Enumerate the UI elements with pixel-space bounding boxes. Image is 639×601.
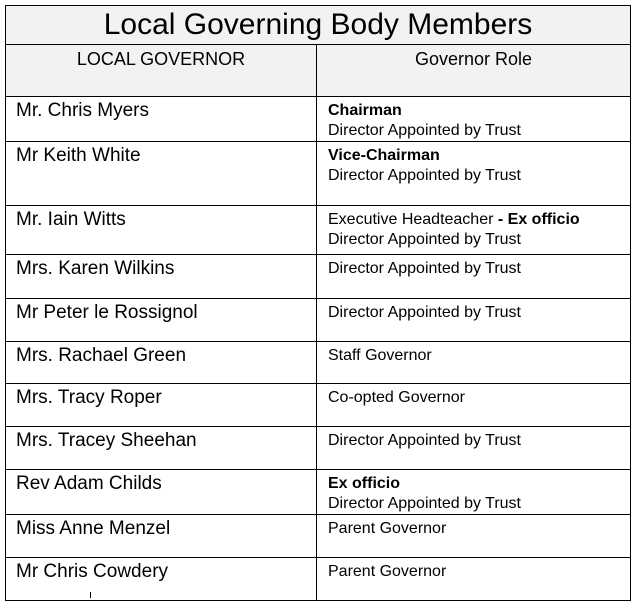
table-row <box>6 299 631 342</box>
governor-name: Mr Peter le Rossignol <box>6 299 317 342</box>
role-line: Director Appointed by Trust <box>328 304 521 321</box>
governor-name: Mrs. Karen Wilkins <box>6 255 317 299</box>
title-row <box>6 6 631 45</box>
role-title-line <box>328 210 630 230</box>
role-line: Parent Governor <box>328 563 447 580</box>
governor-role <box>317 384 631 427</box>
role-title-bold: Ex officio <box>328 475 401 492</box>
governor-role <box>317 342 631 384</box>
governor-name: Mr Keith White <box>6 142 317 206</box>
role-title-suffix: - Ex officio <box>493 211 580 228</box>
governor-role <box>317 470 631 515</box>
table-row <box>6 470 631 515</box>
role-line: Director Appointed by Trust <box>328 231 521 248</box>
table-title: Local Governing Body Members <box>6 6 631 45</box>
role-title-bold: Vice-Chairman <box>328 147 440 164</box>
governor-name: Miss Anne Menzel <box>6 515 317 558</box>
governor-name: Mrs. Tracey Sheehan <box>6 427 317 470</box>
role-line: Director Appointed by Trust <box>328 167 521 184</box>
role-title-line <box>328 474 630 494</box>
table-row <box>6 97 631 142</box>
governor-name: Mr. Iain Witts <box>6 206 317 255</box>
role-title-line <box>328 101 630 121</box>
role-title-prefix: Executive Headteacher <box>328 211 494 228</box>
table-row <box>6 206 631 255</box>
role-line: Parent Governor <box>328 520 447 537</box>
governor-role <box>317 299 631 342</box>
governors-table <box>5 5 631 601</box>
page-border-stub <box>90 592 91 598</box>
governor-role <box>317 97 631 142</box>
role-line: Director Appointed by Trust <box>328 495 521 512</box>
role-line: Director Appointed by Trust <box>328 260 521 277</box>
table-row <box>6 342 631 384</box>
governor-role <box>317 558 631 601</box>
role-title-bold: Chairman <box>328 102 402 119</box>
table-row <box>6 255 631 299</box>
role-line: Co-opted Governor <box>328 389 465 406</box>
governor-name: Mr. Chris Myers <box>6 97 317 142</box>
governor-name: Mrs. Tracy Roper <box>6 384 317 427</box>
role-line: Director Appointed by Trust <box>328 122 521 139</box>
governor-role <box>317 427 631 470</box>
header-row <box>6 45 631 97</box>
governor-role <box>317 142 631 206</box>
role-line: Staff Governor <box>328 347 432 364</box>
governor-role <box>317 255 631 299</box>
governor-name: Mr Chris Cowdery <box>6 558 317 601</box>
table-row <box>6 558 631 601</box>
governor-name: Mrs. Rachael Green <box>6 342 317 384</box>
table-row <box>6 142 631 206</box>
governor-name: Rev Adam Childs <box>6 470 317 515</box>
table-row <box>6 515 631 558</box>
role-title-line <box>328 146 630 166</box>
role-line: Director Appointed by Trust <box>328 432 521 449</box>
header-local-governor: LOCAL GOVERNOR <box>6 45 317 97</box>
table-row <box>6 427 631 470</box>
governor-role <box>317 515 631 558</box>
header-governor-role: Governor Role <box>317 45 631 97</box>
table-row <box>6 384 631 427</box>
governor-role <box>317 206 631 255</box>
